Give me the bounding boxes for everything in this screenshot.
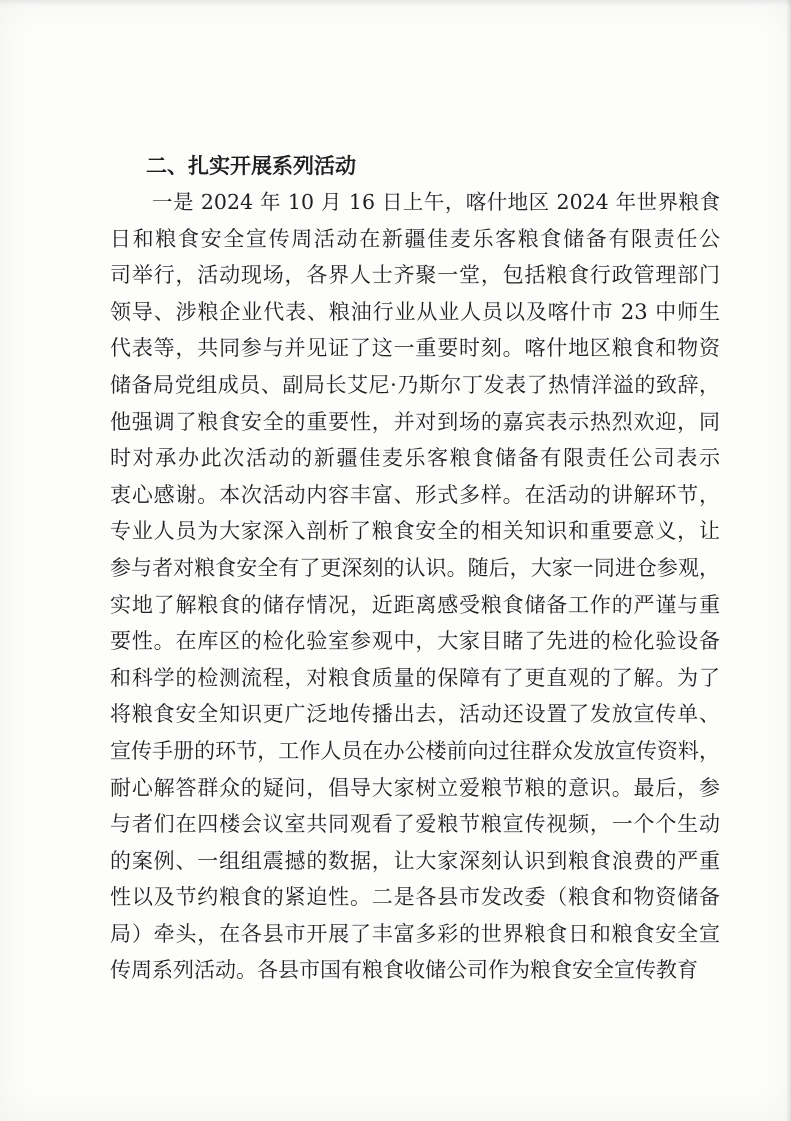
body-line: 性以及节约粮食的紧迫性。二是各县市发改委（粮食和物资储备: [110, 885, 720, 910]
body-line: 将粮食安全知识更广泛地传播出去，活动还设置了发放宣传单、: [110, 702, 720, 727]
body-line: 传周系列活动。各县市国有粮食收储公司作为粮食安全宣传教育: [110, 958, 698, 983]
body-line: 实地了解粮食的储存情况，近距离感受粮食储备工作的严谨与重: [110, 592, 720, 617]
scan-shadow-top: [0, 0, 791, 6]
body-line: 耐心解答群众的疑问，倡导大家树立爱粮节粮的意识。最后，参: [110, 775, 720, 800]
body-line: 代表等，共同参与并见证了这一重要时刻。喀什地区粮食和物资: [110, 336, 720, 361]
body-line: 的案例、一组组震撼的数据，让大家深刻认识到粮食浪费的严重: [110, 848, 720, 873]
body-line: 领导、涉粮企业代表、粮油行业从业人员以及喀什市 23 中师生: [110, 299, 720, 324]
body-line: 储备局党组成员、副局长艾尼·乃斯尔丁发表了热情洋溢的致辞，: [110, 372, 720, 397]
body-line: 衷心感谢。本次活动内容丰富、形式多样。在活动的讲解环节，: [110, 482, 720, 507]
body-line: 和科学的检测流程，对粮食质量的保障有了更直观的了解。为了: [110, 665, 720, 690]
body-line: 与者们在四楼会议室共同观看了爱粮节粮宣传视频，一个个生动: [110, 812, 720, 837]
body-line: 宣传手册的环节，工作人员在办公楼前向过往群众发放宣传资料，: [110, 738, 720, 763]
scan-shadow-right: [786, 0, 791, 1121]
document-body: [110, 148, 720, 989]
section-heading: 二、扎实开展系列活动: [146, 154, 356, 178]
body-line: 司举行，活动现场，各界人士齐聚一堂，包括粮食行政管理部门: [110, 263, 720, 288]
body-line: 参与者对粮食安全有了更深刻的认识。随后，大家一同进仓参观，: [110, 555, 720, 580]
body-line: 他强调了粮食安全的重要性，并对到场的嘉宾表示热烈欢迎，同: [110, 409, 720, 434]
body-line: 时对承办此次活动的新疆佳麦乐客粮食储备有限责任公司表示: [110, 446, 720, 471]
body-line: 日和粮食安全宣传周活动在新疆佳麦乐客粮食储备有限责任公: [110, 226, 720, 251]
body-line: 要性。在库区的检化验室参观中，大家目睹了先进的检化验设备: [110, 629, 720, 654]
body-line: 一是 2024 年 10 月 16 日上午，喀什地区 2024 年世界粮食: [152, 190, 720, 214]
body-line: 局）牵头，在各县市开展了丰富多彩的世界粮食日和粮食安全宣: [110, 921, 720, 946]
body-line: 专业人员为大家深入剖析了粮食安全的相关知识和重要意义，让: [110, 519, 720, 544]
